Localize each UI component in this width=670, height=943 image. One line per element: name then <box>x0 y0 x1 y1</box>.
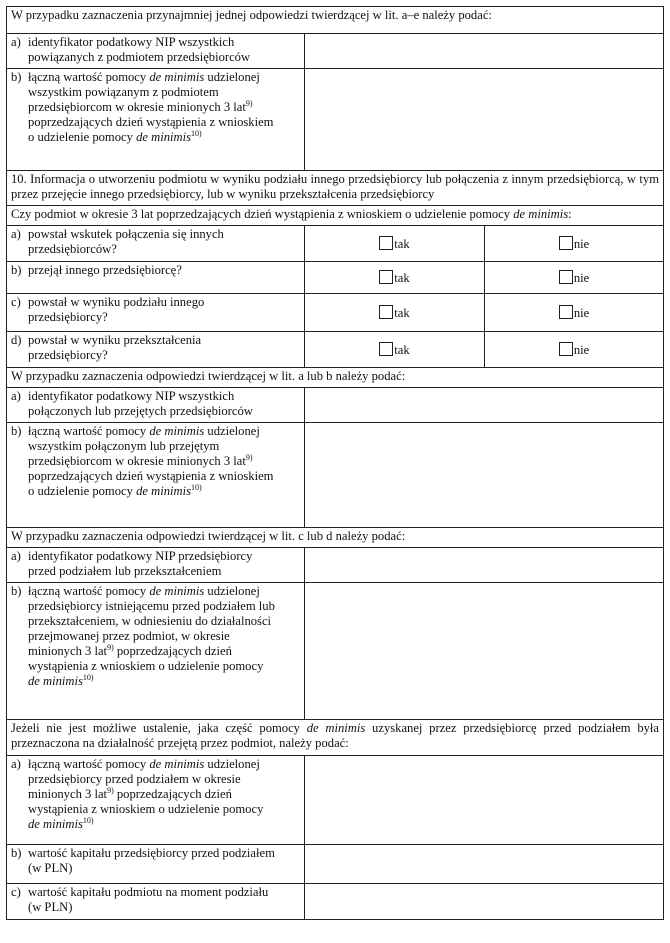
text-part: poprzedzających dzień wystąpienia z wnioskiem o udzielenie pomocy <box>28 644 264 673</box>
yes-label: tak <box>394 342 410 357</box>
no-option[interactable] <box>485 226 664 262</box>
row-label-cell <box>7 69 305 171</box>
no-option[interactable] <box>485 294 664 332</box>
italic-term: de minimis <box>28 817 83 831</box>
value-input-cell[interactable] <box>305 69 664 171</box>
footnote-ref: 9) <box>245 452 253 462</box>
yes-label: tak <box>394 305 410 320</box>
yes-checkbox[interactable] <box>379 342 393 356</box>
no-option[interactable] <box>485 332 664 368</box>
text-part: udzielonej przedsiębiorcy istniejącemu przed podziałem lub przekształceniem, w odniesieniu do działalności przejmowanej przez podmiot, w okresie minionych 3 lat <box>28 584 275 658</box>
item-letter: a) <box>11 549 21 563</box>
value-input-cell[interactable] <box>305 583 664 720</box>
item-text: wartość kapitału podmiotu na moment podziału (w PLN) <box>28 885 269 914</box>
value-input-cell[interactable] <box>305 423 664 528</box>
item-text: powstał w wyniku podziału innego przedsiębiorcy? <box>28 295 205 324</box>
text-part: łączną wartość pomocy <box>28 757 150 771</box>
item-letter: b) <box>11 70 22 84</box>
footnote-ref: 9) <box>245 98 253 108</box>
section-heading: 10. Informacja o utworzeniu podmiotu w wyniku podziału innego przedsiębiorcy lub połączenia z innym przedsiębiorcą, w tym przez przejęcie innego przedsiębiorcy, lub w wyniku przekształcenia przedsiębiorcy <box>7 171 664 206</box>
question-cell <box>7 262 305 294</box>
section-intro: W przypadku zaznaczenia odpowiedzi twierdzącej w lit. a lub b należy podać: <box>7 368 664 388</box>
nip-input-cell[interactable] <box>305 388 664 423</box>
footnote-ref: 9) <box>107 642 114 652</box>
yes-option[interactable] <box>305 294 485 332</box>
question-cell <box>7 226 305 262</box>
nip-input-cell[interactable] <box>305 548 664 583</box>
item-text: identyfikator podatkowy NIP wszystkich powiązanych z podmiotem przedsiębiorców <box>28 35 251 64</box>
yes-option[interactable] <box>305 226 485 262</box>
section-intro: W przypadku zaznaczenia odpowiedzi twierdzącej w lit. c lub d należy podać: <box>7 528 664 548</box>
yes-checkbox[interactable] <box>379 305 393 319</box>
yes-label: tak <box>394 236 410 251</box>
row-label-cell <box>7 388 305 423</box>
text-part: udzielonej przedsiębiorcy przed podziałem w okresie minionych 3 lat <box>28 757 260 801</box>
question-cell <box>7 294 305 332</box>
item-letter: b) <box>11 424 22 438</box>
section-intro <box>7 720 664 756</box>
italic-term: de minimis <box>149 424 205 438</box>
yes-option[interactable] <box>305 262 485 294</box>
yes-checkbox[interactable] <box>379 270 393 284</box>
text-part: łączną wartość pomocy <box>28 424 150 438</box>
no-label: nie <box>573 236 590 251</box>
form-table <box>6 6 664 920</box>
footnote-ref: 10) <box>82 815 94 825</box>
italic-term: de minimis <box>149 70 205 84</box>
value-input-cell[interactable] <box>305 845 664 884</box>
italic-term: de minimis <box>149 757 205 771</box>
item-text <box>28 70 276 145</box>
row-label-cell <box>7 34 305 69</box>
item-letter: b) <box>11 263 22 277</box>
item-letter: c) <box>11 885 21 899</box>
footnote-ref: 10) <box>190 482 202 492</box>
text-part: Jeżeli nie jest możliwe ustalenie, jaka część pomocy <box>11 721 307 735</box>
row-label-cell <box>7 845 305 884</box>
item-text <box>28 757 276 832</box>
value-input-cell[interactable] <box>305 884 664 920</box>
row-label-cell <box>7 548 305 583</box>
item-letter: c) <box>11 295 21 309</box>
item-text <box>28 584 276 689</box>
row-label-cell <box>7 756 305 845</box>
italic-term: de minimis <box>136 130 191 144</box>
italic-term: de minimis <box>513 207 569 221</box>
text-part: łączną wartość pomocy <box>28 70 150 84</box>
italic-term: de minimis <box>149 584 205 598</box>
footnote-ref: 10) <box>190 128 202 138</box>
yes-checkbox[interactable] <box>379 236 393 250</box>
item-text: powstał wskutek połączenia się innych przedsiębiorców? <box>28 227 224 256</box>
item-letter: a) <box>11 389 21 403</box>
italic-term: de minimis <box>28 674 83 688</box>
text-part: uzyskanej przez przedsiębiorcę przed podziałem była przeznaczona na działalność przejętą przez podmiot, należy podać: <box>11 721 660 750</box>
yes-label: tak <box>394 270 410 285</box>
no-checkbox[interactable] <box>559 342 573 356</box>
no-label: nie <box>573 305 590 320</box>
question-cell <box>7 332 305 368</box>
italic-term: de minimis <box>306 721 366 735</box>
no-checkbox[interactable] <box>559 305 573 319</box>
item-letter: b) <box>11 584 22 598</box>
text-part: udzielonej wszystkim połączonym lub przejętym przedsiębiorcom w okresie minionych 3 lat <box>28 424 260 468</box>
no-checkbox[interactable] <box>559 236 573 250</box>
text-part: poprzedzających dzień wystąpienia z wnioskiem o udzielenie pomocy <box>28 115 274 144</box>
item-text: identyfikator podatkowy NIP przedsiębiorcy przed podziałem lub przekształceniem <box>28 549 253 578</box>
row-label-cell <box>7 884 305 920</box>
item-text: identyfikator podatkowy NIP wszystkich połączonych lub przejętych przedsiębiorców <box>28 389 253 418</box>
text-part: udzielonej wszystkim powiązanym z podmiotem przedsiębiorcom w okresie minionych 3 lat <box>28 70 260 114</box>
item-letter: b) <box>11 846 22 860</box>
row-label-cell <box>7 583 305 720</box>
text-part: Czy podmiot w okresie 3 lat poprzedzających dzień wystąpienia z wnioskiem o udzielenie pomocy <box>11 207 514 221</box>
item-letter: a) <box>11 227 21 241</box>
italic-term: de minimis <box>136 484 191 498</box>
item-letter: a) <box>11 35 21 49</box>
nip-input-cell[interactable] <box>305 34 664 69</box>
item-text: przejął innego przedsiębiorcę? <box>28 263 182 277</box>
text-part: poprzedzających dzień wystąpienia z wnioskiem o udzielenie pomocy <box>28 469 274 498</box>
no-checkbox[interactable] <box>559 270 573 284</box>
footnote-ref: 10) <box>82 672 94 682</box>
no-label: nie <box>573 270 590 285</box>
value-input-cell[interactable] <box>305 756 664 845</box>
item-text: powstał w wyniku przekształcenia przedsiębiorcy? <box>28 333 202 362</box>
text-part: łączną wartość pomocy <box>28 584 150 598</box>
yes-option[interactable] <box>305 332 485 368</box>
section-question <box>7 206 664 226</box>
item-text <box>28 424 276 499</box>
item-letter: a) <box>11 757 21 771</box>
section-intro: W przypadku zaznaczenia przynajmniej jednej odpowiedzi twierdzącej w lit. a–e należy podać: <box>7 7 664 34</box>
no-label: nie <box>573 342 590 357</box>
item-text: wartość kapitału przedsiębiorcy przed podziałem (w PLN) <box>28 846 275 875</box>
no-option[interactable] <box>485 262 664 294</box>
item-letter: d) <box>11 333 22 347</box>
footnote-ref: 9) <box>107 785 114 795</box>
text-part: : <box>568 207 572 221</box>
text-part: poprzedzających dzień wystąpienia z wnioskiem o udzielenie pomocy <box>28 787 264 816</box>
row-label-cell <box>7 423 305 528</box>
